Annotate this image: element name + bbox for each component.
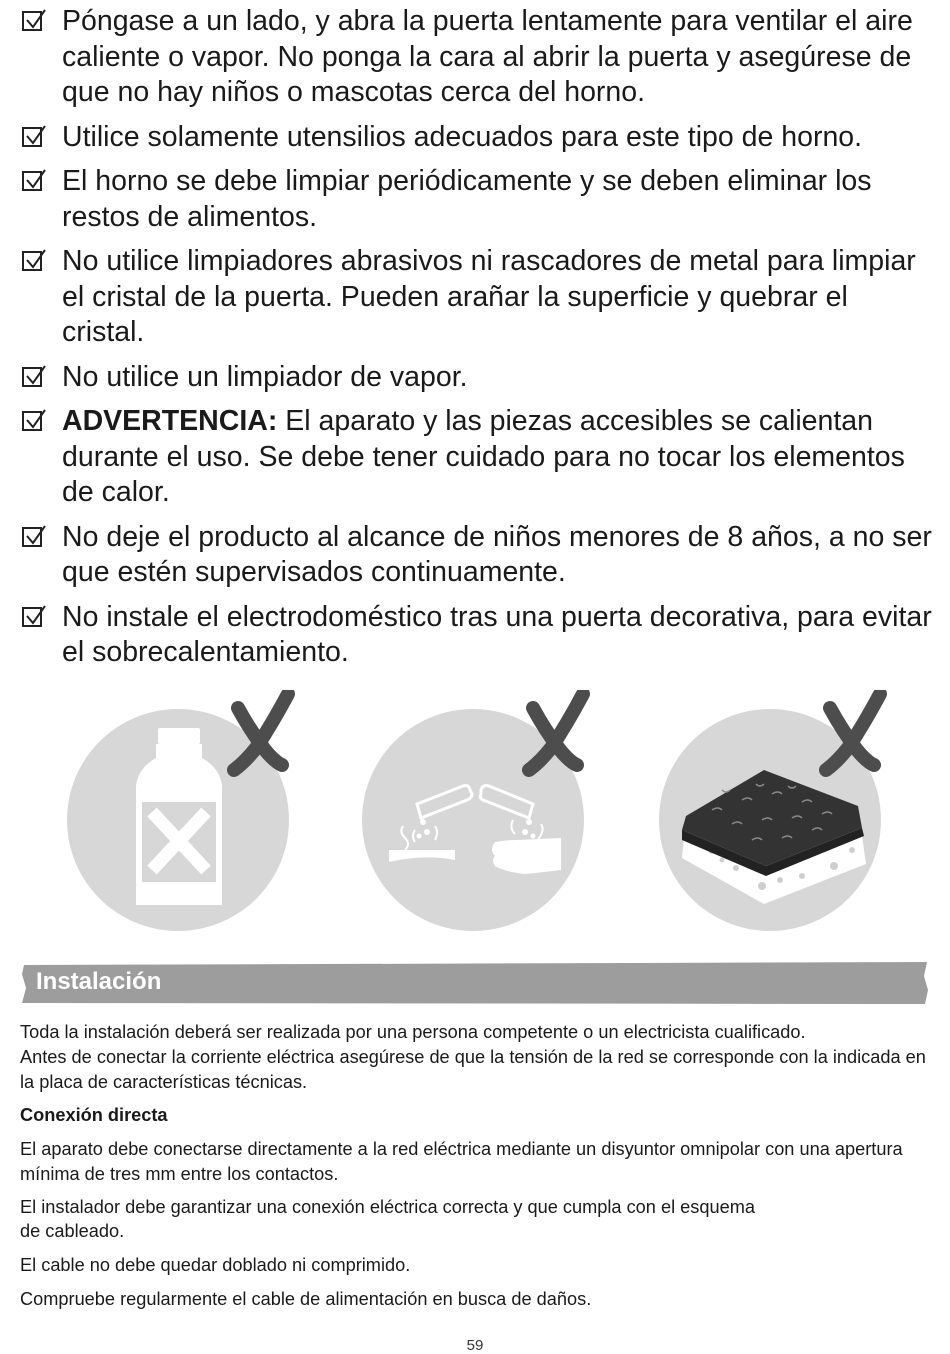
checkbox-checked-icon	[22, 171, 42, 191]
checklist-item-text: Póngase a un lado, y abra la puerta lentamente para ventilar el aire caliente o vapor. No ponga la cara al abrir la puerta y asegúrese de que no hay niños o mascotas cerca del horno.	[62, 5, 913, 108]
checkbox-checked-icon	[22, 127, 42, 147]
checklist-item	[22, 120, 932, 156]
paragraph-2-line-2: de cableado.	[20, 1221, 125, 1241]
checklist-item-text: No utilice un limpiador de vapor.	[62, 360, 468, 393]
checklist-item-text: El horno se debe limpiar periódicamente y se deben eliminar los restos de alimentos.	[62, 165, 872, 233]
chemical-bottle-prohibited-icon	[60, 690, 300, 935]
intro-paragraph-1: Toda la instalación deberá ser realizada por una persona competente o un electricista cualificado.	[20, 1022, 806, 1042]
warning-label: ADVERTENCIA:	[62, 405, 278, 437]
checklist-item	[22, 244, 932, 351]
checklist-item	[22, 360, 932, 396]
checklist-item	[22, 520, 932, 591]
checklist-item-text: No utilice limpiadores abrasivos ni rascadores de metal para limpiar el cristal de la puerta. Pueden arañar la superficie y quebrar el cristal.	[62, 245, 916, 348]
checklist-item	[22, 4, 932, 111]
checklist-item-text	[62, 404, 932, 511]
checklist-item-text: No deje el producto al alcance de niños menores de 8 años, a no ser que estén supervisados continuamente.	[62, 520, 932, 588]
checklist-item	[22, 404, 932, 511]
checkbox-checked-icon	[22, 527, 42, 547]
prohibited-items-illustrations	[0, 690, 950, 940]
abrasive-sponge-prohibited-icon	[652, 690, 892, 935]
safety-checklist	[22, 4, 932, 680]
paragraph-4: Compruebe regularmente el cable de alimentación en busca de daños.	[20, 1289, 592, 1309]
checkbox-checked-icon	[22, 251, 42, 271]
checklist-item	[22, 164, 932, 235]
section-banner	[22, 962, 928, 1004]
page-number: 59	[466, 1337, 484, 1354]
corrosive-substance-prohibited-icon	[355, 690, 595, 935]
subheading: Conexión directa	[20, 1105, 168, 1125]
checklist-item-text: Utilice solamente utensilios adecuados para este tipo de horno.	[62, 120, 863, 153]
section-title: Instalación	[36, 968, 162, 995]
checkbox-checked-icon	[22, 411, 42, 431]
checkbox-checked-icon	[22, 607, 42, 627]
checklist-item-text: No instale el electrodoméstico tras una puerta decorativa, para evitar el sobrecalentamiento.	[62, 600, 932, 668]
checkbox-checked-icon	[22, 367, 42, 387]
intro-paragraph-2: Antes de conectar la corriente eléctrica asegúrese de que la tensión de la red se corresponde con la indicada en la placa de características técnicas.	[20, 1047, 926, 1092]
paragraph-1: El aparato debe conectarse directamente a la red eléctrica mediante un disyuntor omnipolar con una apertura mínima de tres mm entre los contactos.	[20, 1139, 903, 1184]
warning-text: El aparato y las piezas accesibles se calientan durante el uso. Se debe tener cuidado para no tocar los elementos de calor.	[62, 405, 905, 508]
checkbox-checked-icon	[22, 11, 42, 31]
paragraph-2-line-1: El instalador debe garantizar una conexión eléctrica correcta y que cumpla con el esquema	[20, 1197, 755, 1217]
paragraph-3: El cable no debe quedar doblado ni comprimido.	[20, 1255, 411, 1275]
checklist-item	[22, 600, 932, 671]
